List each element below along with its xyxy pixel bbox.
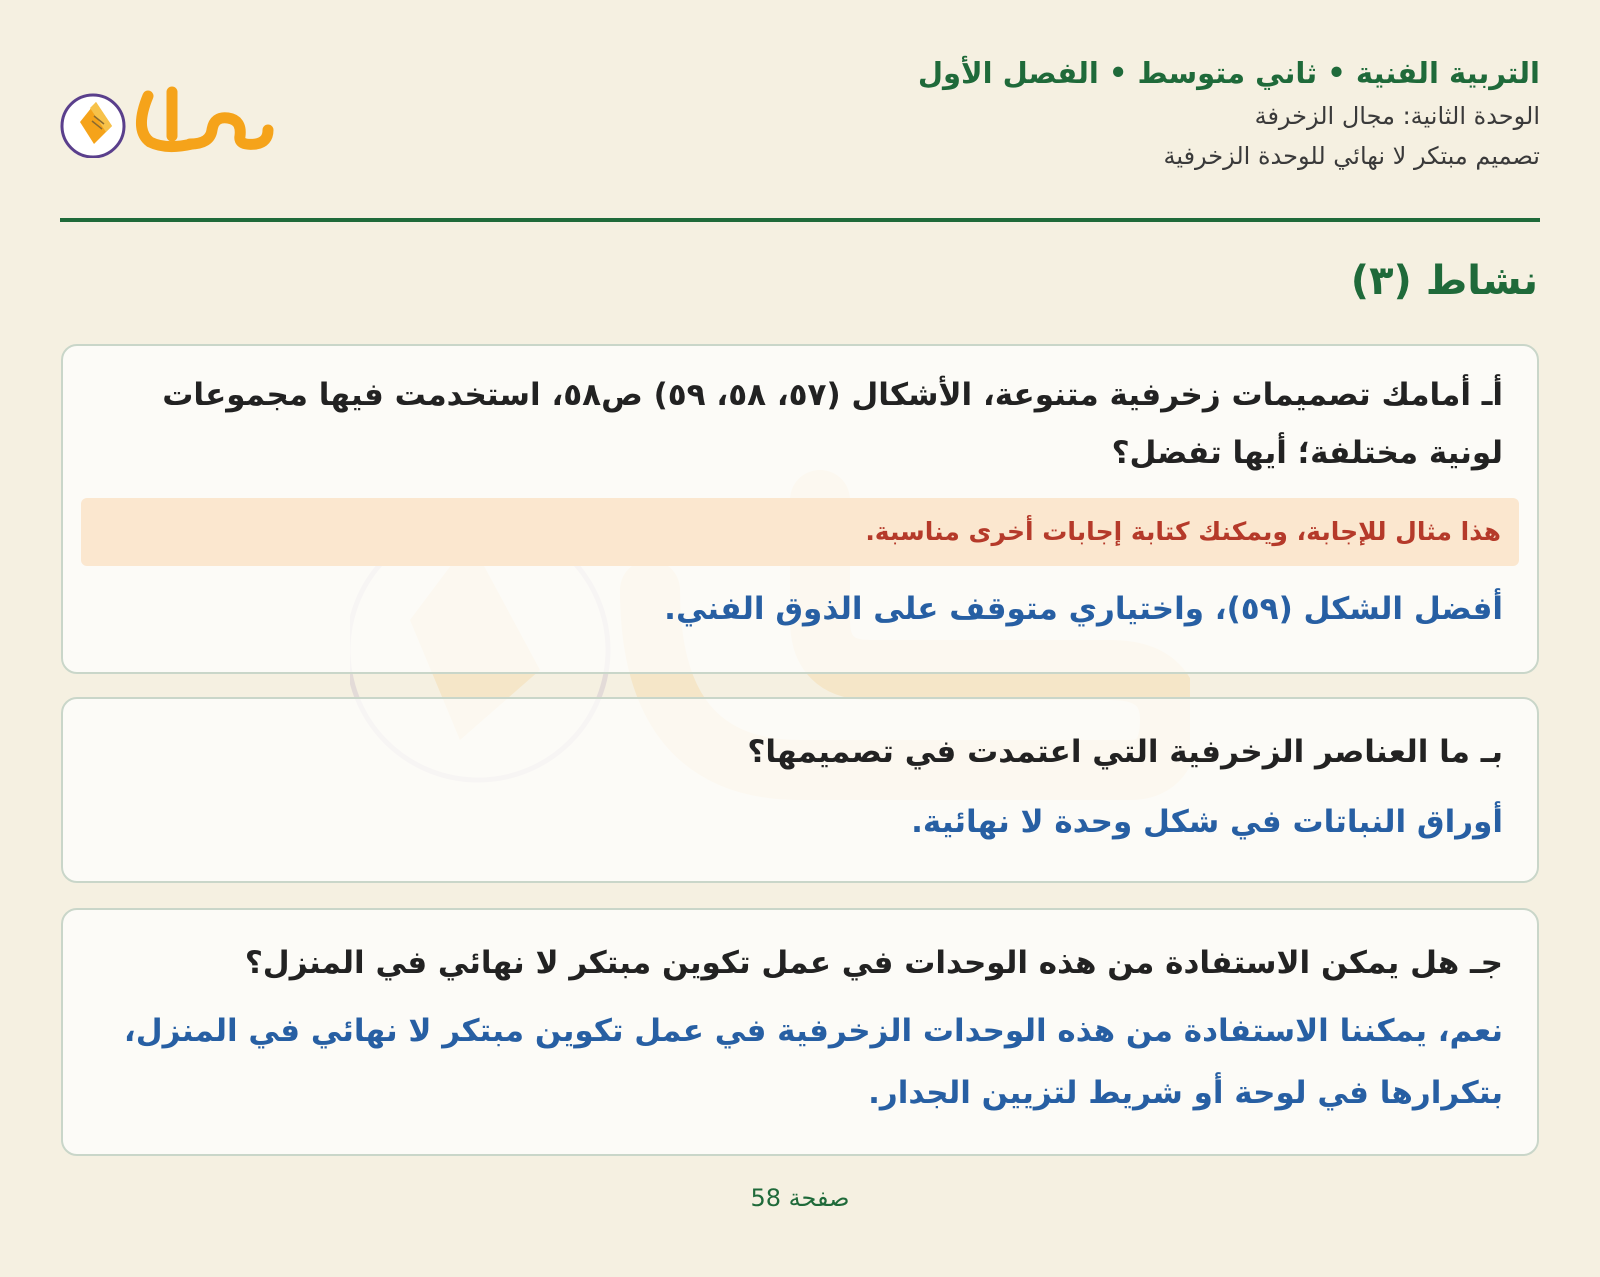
example-answer-note: هذا مثال للإجابة، ويمكنك كتابة إجابات أخرى مناسبة. [81,498,1519,566]
answer-text: أفضل الشكل (٥٩)، واختياري متوقف على الذوق الفني. [664,591,1503,627]
answer-text: نعم، يمكننا الاستفادة من هذه الوحدات الزخرفية في عمل تكوين مبتكر لا نهائي في المنزل، بتكرارها في لوحة أو شريط لتزيين الجدار. [123,1013,1503,1111]
page-header [60,48,1540,218]
activity-title: نشاط (٣) [1350,258,1538,304]
header-divider [60,218,1540,222]
page-number: صفحة 58 [750,1184,850,1212]
question-text: جـ هل يمكن الاستفادة من هذه الوحدات في عمل تكوين مبتكر لا نهائي في المنزل؟ [244,945,1503,981]
header-text-block [918,48,1540,182]
question-text: أـ أمامك تصميمات زخرفية متنوعة، الأشكال (٥٧، ٥٨، ٥٩) ص٥٨، استخدمت فيها مجموعات لونية مختلفة؛ أيها تفضل؟ [162,377,1503,471]
hulul-logo[interactable] [60,78,275,158]
question-text: بـ ما العناصر الزخرفية التي اعتمدت في تصميمها؟ [747,734,1503,770]
lesson-title: تصميم مبتكر لا نهائي للوحدة الزخرفية [1163,142,1540,170]
question-card-b [61,697,1539,883]
question-card-a [61,344,1539,674]
unit-title: الوحدة الثانية: مجال الزخرفة [1254,102,1540,130]
subject-title: التربية الفنية • ثاني متوسط • الفصل الأول [917,56,1540,90]
answer-text: أوراق النباتات في شكل وحدة لا نهائية. [911,804,1503,840]
question-card-c [61,908,1539,1156]
